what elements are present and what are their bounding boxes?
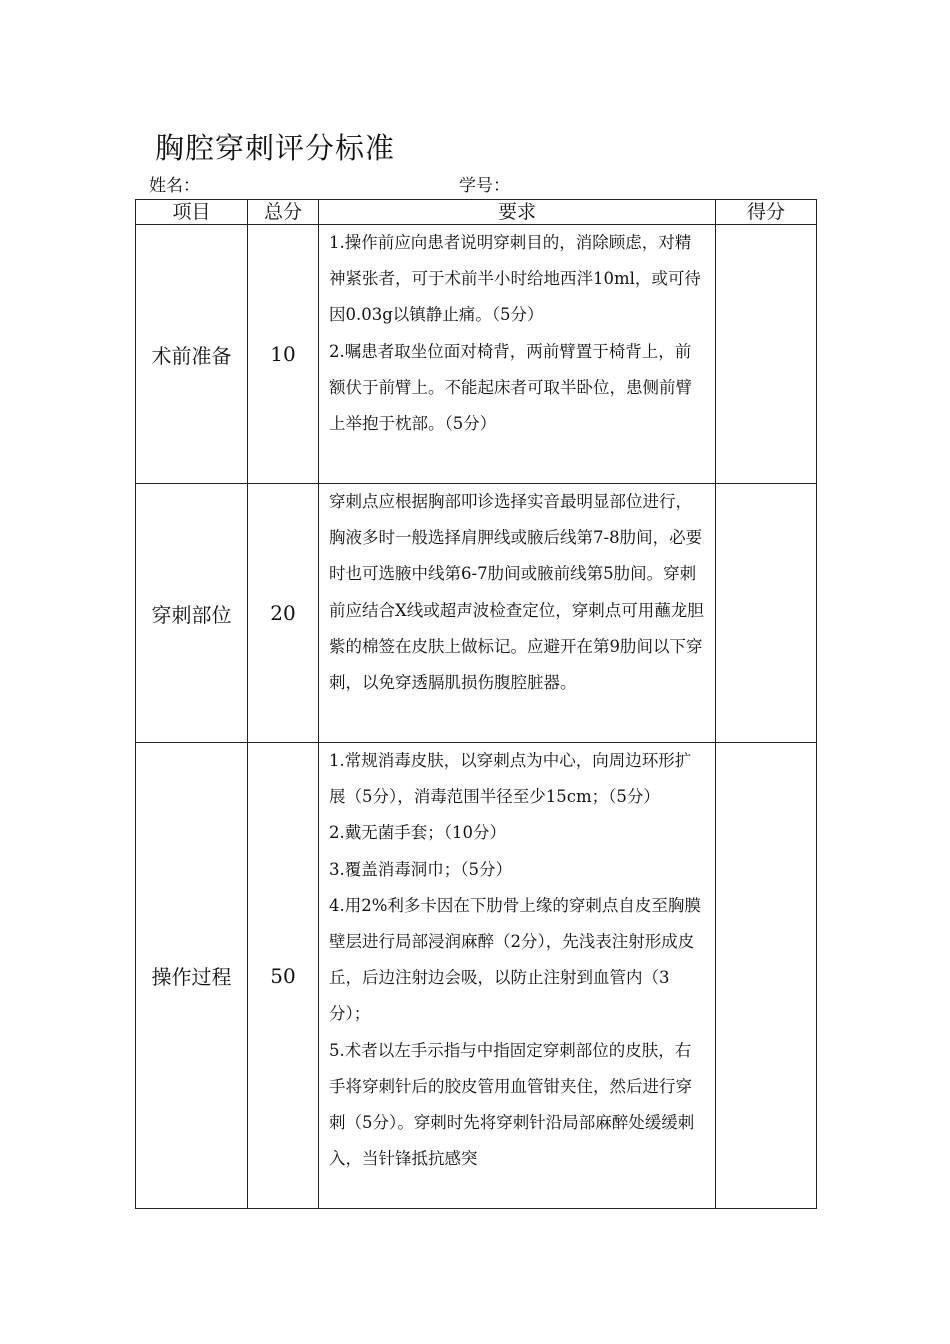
- table-row: [136, 225, 817, 484]
- row-total: 50: [248, 743, 319, 1209]
- requirement-text: 4.用2%利多卡因在下肋骨上缘的穿刺点自皮至胸膜壁层进行局部浸润麻醉（2分），先浅表注射形成皮丘，后边注射边会吸，以防止注射到血管内（3分）；: [329, 895, 701, 1024]
- row-requirements: [319, 225, 716, 484]
- row-item: 操作过程: [136, 743, 248, 1209]
- table-row: [136, 484, 817, 743]
- row-score: [716, 743, 817, 1209]
- student-id-label: 学号：: [459, 176, 510, 196]
- row-total: 10: [248, 225, 319, 484]
- row-total: 20: [248, 484, 319, 743]
- requirement-text: 1.操作前应向患者说明穿刺目的，消除顾虑，对精神紧张者，可于术前半小时给地西泮10ml，或可待因0.03g以镇静止痛。（5分）: [329, 233, 701, 325]
- row-item: 穿刺部位: [136, 484, 248, 743]
- header-total: 总分: [248, 200, 319, 225]
- row-score: [716, 484, 817, 743]
- table-row: [136, 743, 817, 1209]
- document-title: 胸腔穿刺评分标准: [155, 131, 396, 165]
- row-item: 术前准备: [136, 225, 248, 484]
- requirement-text: 2.嘱患者取坐位面对椅背，两前臂置于椅背上，前额伏于前臂上。不能起床者可取半卧位，患侧前臂上举抱于枕部。（5分）: [329, 341, 692, 434]
- requirement-text: 1.常规消毒皮肤，以穿刺点为中心，向周边环形扩展（5分），消毒范围半径至少15cm；（5分）: [329, 751, 692, 807]
- requirement-text: 3.覆盖消毒洞巾；（5分）: [329, 859, 512, 879]
- header-requirements: 要求: [319, 200, 716, 225]
- scoring-table: [135, 199, 817, 1209]
- table-header-row: [136, 200, 817, 225]
- header-item: 项目: [136, 200, 248, 225]
- requirement-text: 2.戴无菌手套；（10分）: [329, 823, 506, 843]
- row-score: [716, 225, 817, 484]
- row-requirements: [319, 743, 716, 1209]
- header-score: 得分: [716, 200, 817, 225]
- requirement-text: 5.术者以左手示指与中指固定穿刺部位的皮肤，右手将穿刺针后的胶皮管用血管钳夹住，然后进行穿刺（5分）。穿刺时先将穿刺针沿局部麻醉处缓缓刺入，当针锋抵抗感突: [329, 1040, 695, 1169]
- name-label: 姓名：: [149, 176, 200, 196]
- requirement-text: 穿刺点应根据胸部叩诊选择实音最明显部位进行，胸液多时一般选择肩胛线或腋后线第7-8肋间，必要时也可选腋中线第6-7肋间或腋前线第5肋间。穿刺前应结合X线或超声波检查定位，穿刺点可用蘸龙胆紫的棉签在皮肤上做标记。应避开在第9肋间以下穿刺，以免穿透膈肌损伤腹腔脏器。: [329, 492, 704, 693]
- row-requirements: [319, 484, 716, 743]
